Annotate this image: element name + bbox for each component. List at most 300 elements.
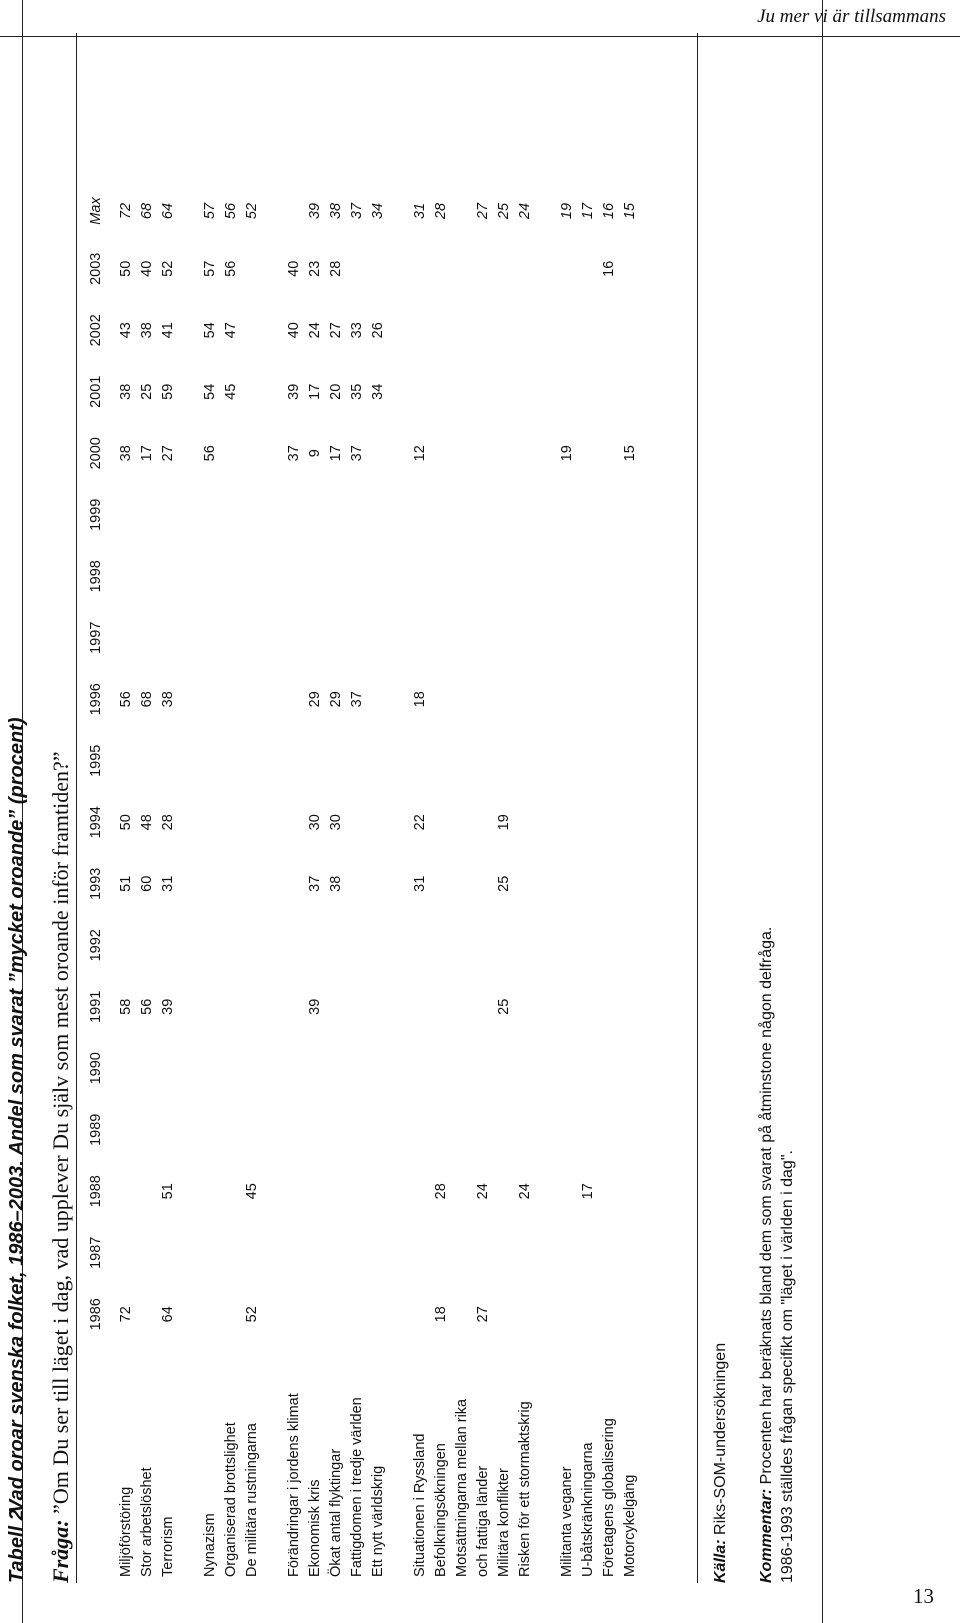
value-cell — [221, 546, 242, 608]
value-cell — [284, 1099, 305, 1161]
running-head: Ju mer vi är tillsammans — [757, 6, 946, 27]
value-cell — [452, 1284, 473, 1346]
table-title — [6, 717, 29, 1583]
value-cell — [242, 1222, 263, 1284]
value-cell — [242, 300, 263, 362]
value-cell — [221, 730, 242, 792]
comment-line2: 1986-1993 ställdes frågan specifikt om "läget i världen i dag". — [779, 1150, 796, 1583]
value-cell: 50 — [118, 814, 134, 831]
value-cell — [200, 853, 221, 915]
value-cell — [200, 546, 221, 608]
value-cell — [578, 792, 599, 854]
value-cell — [221, 1038, 242, 1100]
value-cell — [557, 546, 578, 608]
value-cell — [452, 730, 473, 792]
value-cell — [494, 1161, 515, 1223]
column-header: 2002 — [88, 314, 104, 347]
value-cell — [242, 423, 263, 485]
value-cell — [347, 915, 368, 977]
value-cell — [620, 484, 641, 546]
value-cell — [284, 1161, 305, 1223]
value-cell — [620, 1161, 641, 1223]
value-cell — [557, 1222, 578, 1284]
value-cell — [578, 1284, 599, 1346]
value-cell — [452, 669, 473, 731]
value-cell — [326, 1161, 347, 1223]
column-header: 1994 — [88, 806, 104, 839]
value-cell — [200, 1284, 221, 1346]
value-cell: 47 — [223, 322, 239, 339]
value-cell: 54 — [202, 322, 218, 339]
value-cell — [284, 669, 305, 731]
question — [48, 751, 74, 1583]
spacer-cell — [179, 184, 200, 1577]
value-cell — [347, 1161, 368, 1223]
value-cell — [116, 1161, 137, 1223]
value-cell — [578, 361, 599, 423]
value-cell — [599, 484, 620, 546]
value-cell — [221, 423, 242, 485]
value-cell — [305, 1284, 326, 1346]
value-cell — [578, 1038, 599, 1100]
row-label: U-båtskränkningarna — [580, 1442, 596, 1577]
value-cell — [578, 546, 599, 608]
header-row — [76, 184, 116, 1577]
value-cell: 25 — [496, 998, 512, 1015]
value-cell — [515, 484, 536, 546]
value-cell — [347, 1222, 368, 1284]
column-header: 2001 — [88, 375, 104, 408]
value-cell — [599, 792, 620, 854]
value-cell — [368, 1161, 389, 1223]
value-cell — [242, 792, 263, 854]
table-row — [557, 184, 578, 1577]
value-cell — [368, 423, 389, 485]
spacer-cell — [536, 184, 557, 1577]
value-cell — [137, 1161, 158, 1223]
table-row — [200, 184, 221, 1577]
value-cell: 30 — [307, 814, 323, 831]
table-row — [137, 184, 158, 1577]
value-cell — [599, 546, 620, 608]
value-cell — [473, 1222, 494, 1284]
value-cell: 24 — [475, 1183, 491, 1200]
value-cell — [431, 1099, 452, 1161]
value-cell: 38 — [328, 875, 344, 892]
value-cell: 40 — [286, 322, 302, 339]
value-cell — [515, 976, 536, 1038]
value-cell — [557, 669, 578, 731]
value-cell: 39 — [160, 998, 176, 1015]
value-cell: 17 — [139, 445, 155, 462]
value-cell — [431, 1222, 452, 1284]
value-cell — [620, 300, 641, 362]
value-cell — [410, 546, 431, 608]
table-row — [452, 184, 473, 1577]
max-cell: 28 — [433, 202, 449, 220]
value-cell: 34 — [370, 383, 386, 400]
value-cell — [473, 669, 494, 731]
value-cell — [599, 607, 620, 669]
table-body — [116, 184, 641, 1577]
max-cell: 56 — [223, 202, 239, 220]
value-cell: 45 — [223, 383, 239, 400]
value-cell: 17 — [580, 1183, 596, 1200]
value-cell — [368, 484, 389, 546]
value-cell — [557, 792, 578, 854]
table-row — [515, 184, 536, 1577]
row-label: Fattigdomen i tredje världen — [349, 1397, 365, 1577]
max-cell: 16 — [601, 202, 617, 220]
value-cell — [284, 484, 305, 546]
value-cell: 16 — [601, 260, 617, 277]
value-cell — [305, 1038, 326, 1100]
column-header: 1986 — [88, 1298, 104, 1331]
value-cell — [494, 1284, 515, 1346]
value-cell: 18 — [433, 1306, 449, 1323]
value-cell — [221, 607, 242, 669]
column-header: 1996 — [88, 683, 104, 716]
column-header: 1989 — [88, 1113, 104, 1146]
value-cell — [410, 1161, 431, 1223]
value-cell — [515, 915, 536, 977]
value-cell: 26 — [370, 322, 386, 339]
value-cell — [200, 1161, 221, 1223]
value-cell — [599, 730, 620, 792]
value-cell — [473, 1099, 494, 1161]
value-cell — [116, 546, 137, 608]
column-header: 1995 — [88, 744, 104, 777]
value-cell — [578, 730, 599, 792]
source-label: Källa: — [712, 1539, 729, 1583]
value-cell: 24 — [307, 322, 323, 339]
table-row — [473, 184, 494, 1577]
row-label: Befolkningsökningen — [433, 1443, 449, 1577]
row-label: Militanta veganer — [559, 1466, 575, 1577]
value-cell — [557, 238, 578, 300]
row-label: Stor arbetslöshet — [139, 1467, 155, 1577]
table-row — [242, 184, 263, 1577]
comment-text: Procenten har beräknats bland dem som svarat på åtminstone någon delfråga. — [758, 926, 775, 1489]
value-cell — [578, 976, 599, 1038]
value-cell — [221, 976, 242, 1038]
value-cell — [368, 853, 389, 915]
value-cell — [305, 1222, 326, 1284]
value-cell — [620, 1099, 641, 1161]
value-cell — [116, 607, 137, 669]
value-cell: 18 — [412, 691, 428, 708]
row-label: Förändringar i jordens klimat — [286, 1393, 302, 1577]
value-cell — [452, 300, 473, 362]
row-label: Organiserad brottslighet — [223, 1422, 239, 1577]
value-cell — [452, 423, 473, 485]
table-row — [620, 184, 641, 1577]
value-cell — [431, 238, 452, 300]
value-cell — [305, 607, 326, 669]
column-header: 1998 — [88, 560, 104, 593]
max-cell: 31 — [412, 202, 428, 220]
value-cell — [557, 976, 578, 1038]
value-cell — [158, 607, 179, 669]
value-cell — [284, 1222, 305, 1284]
value-cell — [494, 423, 515, 485]
spacer-cell — [389, 184, 410, 1577]
value-cell: 15 — [622, 445, 638, 462]
value-cell: 56 — [202, 445, 218, 462]
value-cell: 38 — [139, 322, 155, 339]
value-cell — [515, 361, 536, 423]
value-cell: 60 — [139, 875, 155, 892]
value-cell: 29 — [328, 691, 344, 708]
value-cell: 57 — [202, 260, 218, 277]
value-cell: 35 — [349, 383, 365, 400]
value-cell: 33 — [349, 322, 365, 339]
value-cell — [326, 546, 347, 608]
row-label: Nynazism — [202, 1513, 218, 1577]
value-cell — [515, 607, 536, 669]
table-row — [494, 184, 515, 1577]
value-cell — [137, 1222, 158, 1284]
value-cell — [284, 915, 305, 977]
value-cell — [452, 484, 473, 546]
value-cell — [242, 484, 263, 546]
value-cell: 38 — [160, 691, 176, 708]
value-cell — [410, 915, 431, 977]
value-cell — [158, 1222, 179, 1284]
table-row — [326, 184, 347, 1577]
value-cell — [473, 1038, 494, 1100]
value-cell: 45 — [244, 1183, 260, 1200]
value-cell — [410, 607, 431, 669]
max-cell — [452, 184, 473, 238]
table-row — [305, 184, 326, 1577]
value-cell — [515, 730, 536, 792]
question-text: ”Om Du ser till läget i dag, vad upplever Du själv som mest oroande inför framtiden?” — [48, 751, 73, 1520]
value-cell — [578, 853, 599, 915]
group-spacer — [179, 184, 200, 1577]
value-cell — [494, 300, 515, 362]
value-cell — [242, 976, 263, 1038]
value-cell — [452, 546, 473, 608]
value-cell — [473, 546, 494, 608]
value-cell — [431, 607, 452, 669]
value-cell — [599, 1099, 620, 1161]
value-cell — [137, 607, 158, 669]
value-cell — [431, 546, 452, 608]
value-cell: 40 — [286, 260, 302, 277]
value-cell — [599, 1284, 620, 1346]
value-cell — [368, 1222, 389, 1284]
value-cell — [431, 484, 452, 546]
value-cell: 51 — [118, 875, 134, 892]
max-cell: 38 — [328, 202, 344, 220]
row-label: Militära konflikter — [496, 1468, 512, 1577]
value-cell — [368, 792, 389, 854]
value-cell — [242, 915, 263, 977]
table-row — [284, 184, 305, 1577]
value-cell — [620, 669, 641, 731]
row-label: Miljöförstöring — [118, 1486, 134, 1577]
column-header: 1987 — [88, 1236, 104, 1269]
column-header: 1997 — [88, 621, 104, 654]
value-cell — [137, 1099, 158, 1161]
max-cell: 17 — [580, 202, 596, 220]
value-cell — [452, 792, 473, 854]
row-label: Terrorism — [160, 1516, 176, 1577]
value-cell — [557, 607, 578, 669]
value-cell — [347, 546, 368, 608]
value-cell — [557, 1284, 578, 1346]
value-cell: 50 — [118, 260, 134, 277]
value-cell — [473, 423, 494, 485]
value-cell — [368, 238, 389, 300]
value-cell — [557, 361, 578, 423]
value-cell — [200, 1099, 221, 1161]
value-cell — [242, 607, 263, 669]
value-cell — [410, 730, 431, 792]
value-cell: 43 — [118, 322, 134, 339]
value-cell — [347, 238, 368, 300]
row-label: Situationen i Ryssland — [412, 1433, 428, 1577]
value-cell — [473, 853, 494, 915]
value-cell: 19 — [559, 445, 575, 462]
value-cell: 40 — [139, 260, 155, 277]
table-number: Tabell 2 — [6, 1509, 28, 1583]
value-cell — [473, 792, 494, 854]
value-cell — [473, 976, 494, 1038]
value-cell — [452, 361, 473, 423]
value-cell — [473, 238, 494, 300]
table-bottom-rule — [697, 33, 698, 1583]
source-text: Riks-SOM-undersökningen — [712, 1342, 729, 1540]
value-cell: 27 — [160, 445, 176, 462]
row-label: Ökat antal flyktingar — [328, 1448, 344, 1577]
value-cell: 28 — [328, 260, 344, 277]
value-cell — [599, 915, 620, 977]
value-cell — [410, 976, 431, 1038]
value-cell: 39 — [307, 998, 323, 1015]
value-cell — [200, 730, 221, 792]
value-cell — [326, 976, 347, 1038]
value-cell — [305, 546, 326, 608]
value-cell — [620, 976, 641, 1038]
value-cell — [221, 1161, 242, 1223]
value-cell — [137, 1284, 158, 1346]
value-cell — [158, 484, 179, 546]
column-header: 2000 — [88, 437, 104, 470]
value-cell — [326, 1099, 347, 1161]
column-header: 1993 — [88, 867, 104, 900]
value-cell — [326, 915, 347, 977]
table-row — [347, 184, 368, 1577]
value-cell: 31 — [412, 875, 428, 892]
max-cell: 68 — [139, 202, 155, 220]
value-cell — [557, 300, 578, 362]
value-cell — [221, 853, 242, 915]
value-cell — [410, 1222, 431, 1284]
value-cell: 64 — [160, 1306, 176, 1323]
value-cell — [284, 607, 305, 669]
value-cell — [557, 1099, 578, 1161]
max-cell: 57 — [202, 202, 218, 220]
value-cell — [368, 1099, 389, 1161]
value-cell — [431, 423, 452, 485]
value-cell — [368, 669, 389, 731]
table-row — [599, 184, 620, 1577]
value-cell: 51 — [160, 1183, 176, 1200]
row-label: och fattiga länder — [475, 1465, 491, 1577]
value-cell: 58 — [118, 998, 134, 1015]
value-cell — [284, 853, 305, 915]
value-cell — [515, 238, 536, 300]
value-cell — [368, 915, 389, 977]
value-cell — [578, 915, 599, 977]
value-cell — [620, 238, 641, 300]
row-label: De militära rustningarna — [244, 1423, 260, 1577]
value-cell — [599, 423, 620, 485]
value-cell — [242, 669, 263, 731]
value-cell — [431, 669, 452, 731]
value-cell — [473, 484, 494, 546]
value-cell — [221, 484, 242, 546]
value-cell — [242, 361, 263, 423]
value-cell — [347, 1284, 368, 1346]
group-spacer — [536, 184, 557, 1577]
value-cell: 27 — [475, 1306, 491, 1323]
value-cell — [347, 976, 368, 1038]
value-cell — [242, 853, 263, 915]
table-title-text: Vad oroar svenska folket, 1986–2003. Andel som svarat ”mycket oroande” (procent) — [6, 717, 28, 1513]
value-cell — [305, 1161, 326, 1223]
value-cell — [116, 730, 137, 792]
max-cell: 19 — [559, 202, 575, 220]
value-cell — [284, 1038, 305, 1100]
value-cell — [116, 1099, 137, 1161]
value-cell — [599, 853, 620, 915]
value-cell — [494, 669, 515, 731]
table-row — [158, 184, 179, 1577]
value-cell — [158, 730, 179, 792]
value-cell — [452, 853, 473, 915]
value-cell — [515, 1222, 536, 1284]
value-cell — [326, 607, 347, 669]
value-cell — [347, 607, 368, 669]
group-spacer — [389, 184, 410, 1577]
value-cell — [599, 1161, 620, 1223]
max-cell: 72 — [118, 202, 134, 220]
value-cell — [368, 1038, 389, 1100]
value-cell: 37 — [349, 445, 365, 462]
value-cell — [116, 915, 137, 977]
value-cell — [578, 1222, 599, 1284]
column-header: 1990 — [88, 1052, 104, 1085]
table-row — [368, 184, 389, 1577]
max-cell: 37 — [349, 202, 365, 220]
value-cell — [473, 730, 494, 792]
table-block — [0, 23, 880, 1583]
value-cell — [452, 976, 473, 1038]
value-cell — [347, 730, 368, 792]
value-cell — [410, 1284, 431, 1346]
table-frame — [76, 33, 698, 1583]
max-cell: 34 — [370, 202, 386, 220]
max-cell: 64 — [160, 202, 176, 220]
table-row — [221, 184, 242, 1577]
value-cell — [410, 361, 431, 423]
value-cell: 28 — [433, 1183, 449, 1200]
value-cell — [410, 1099, 431, 1161]
value-cell — [326, 730, 347, 792]
